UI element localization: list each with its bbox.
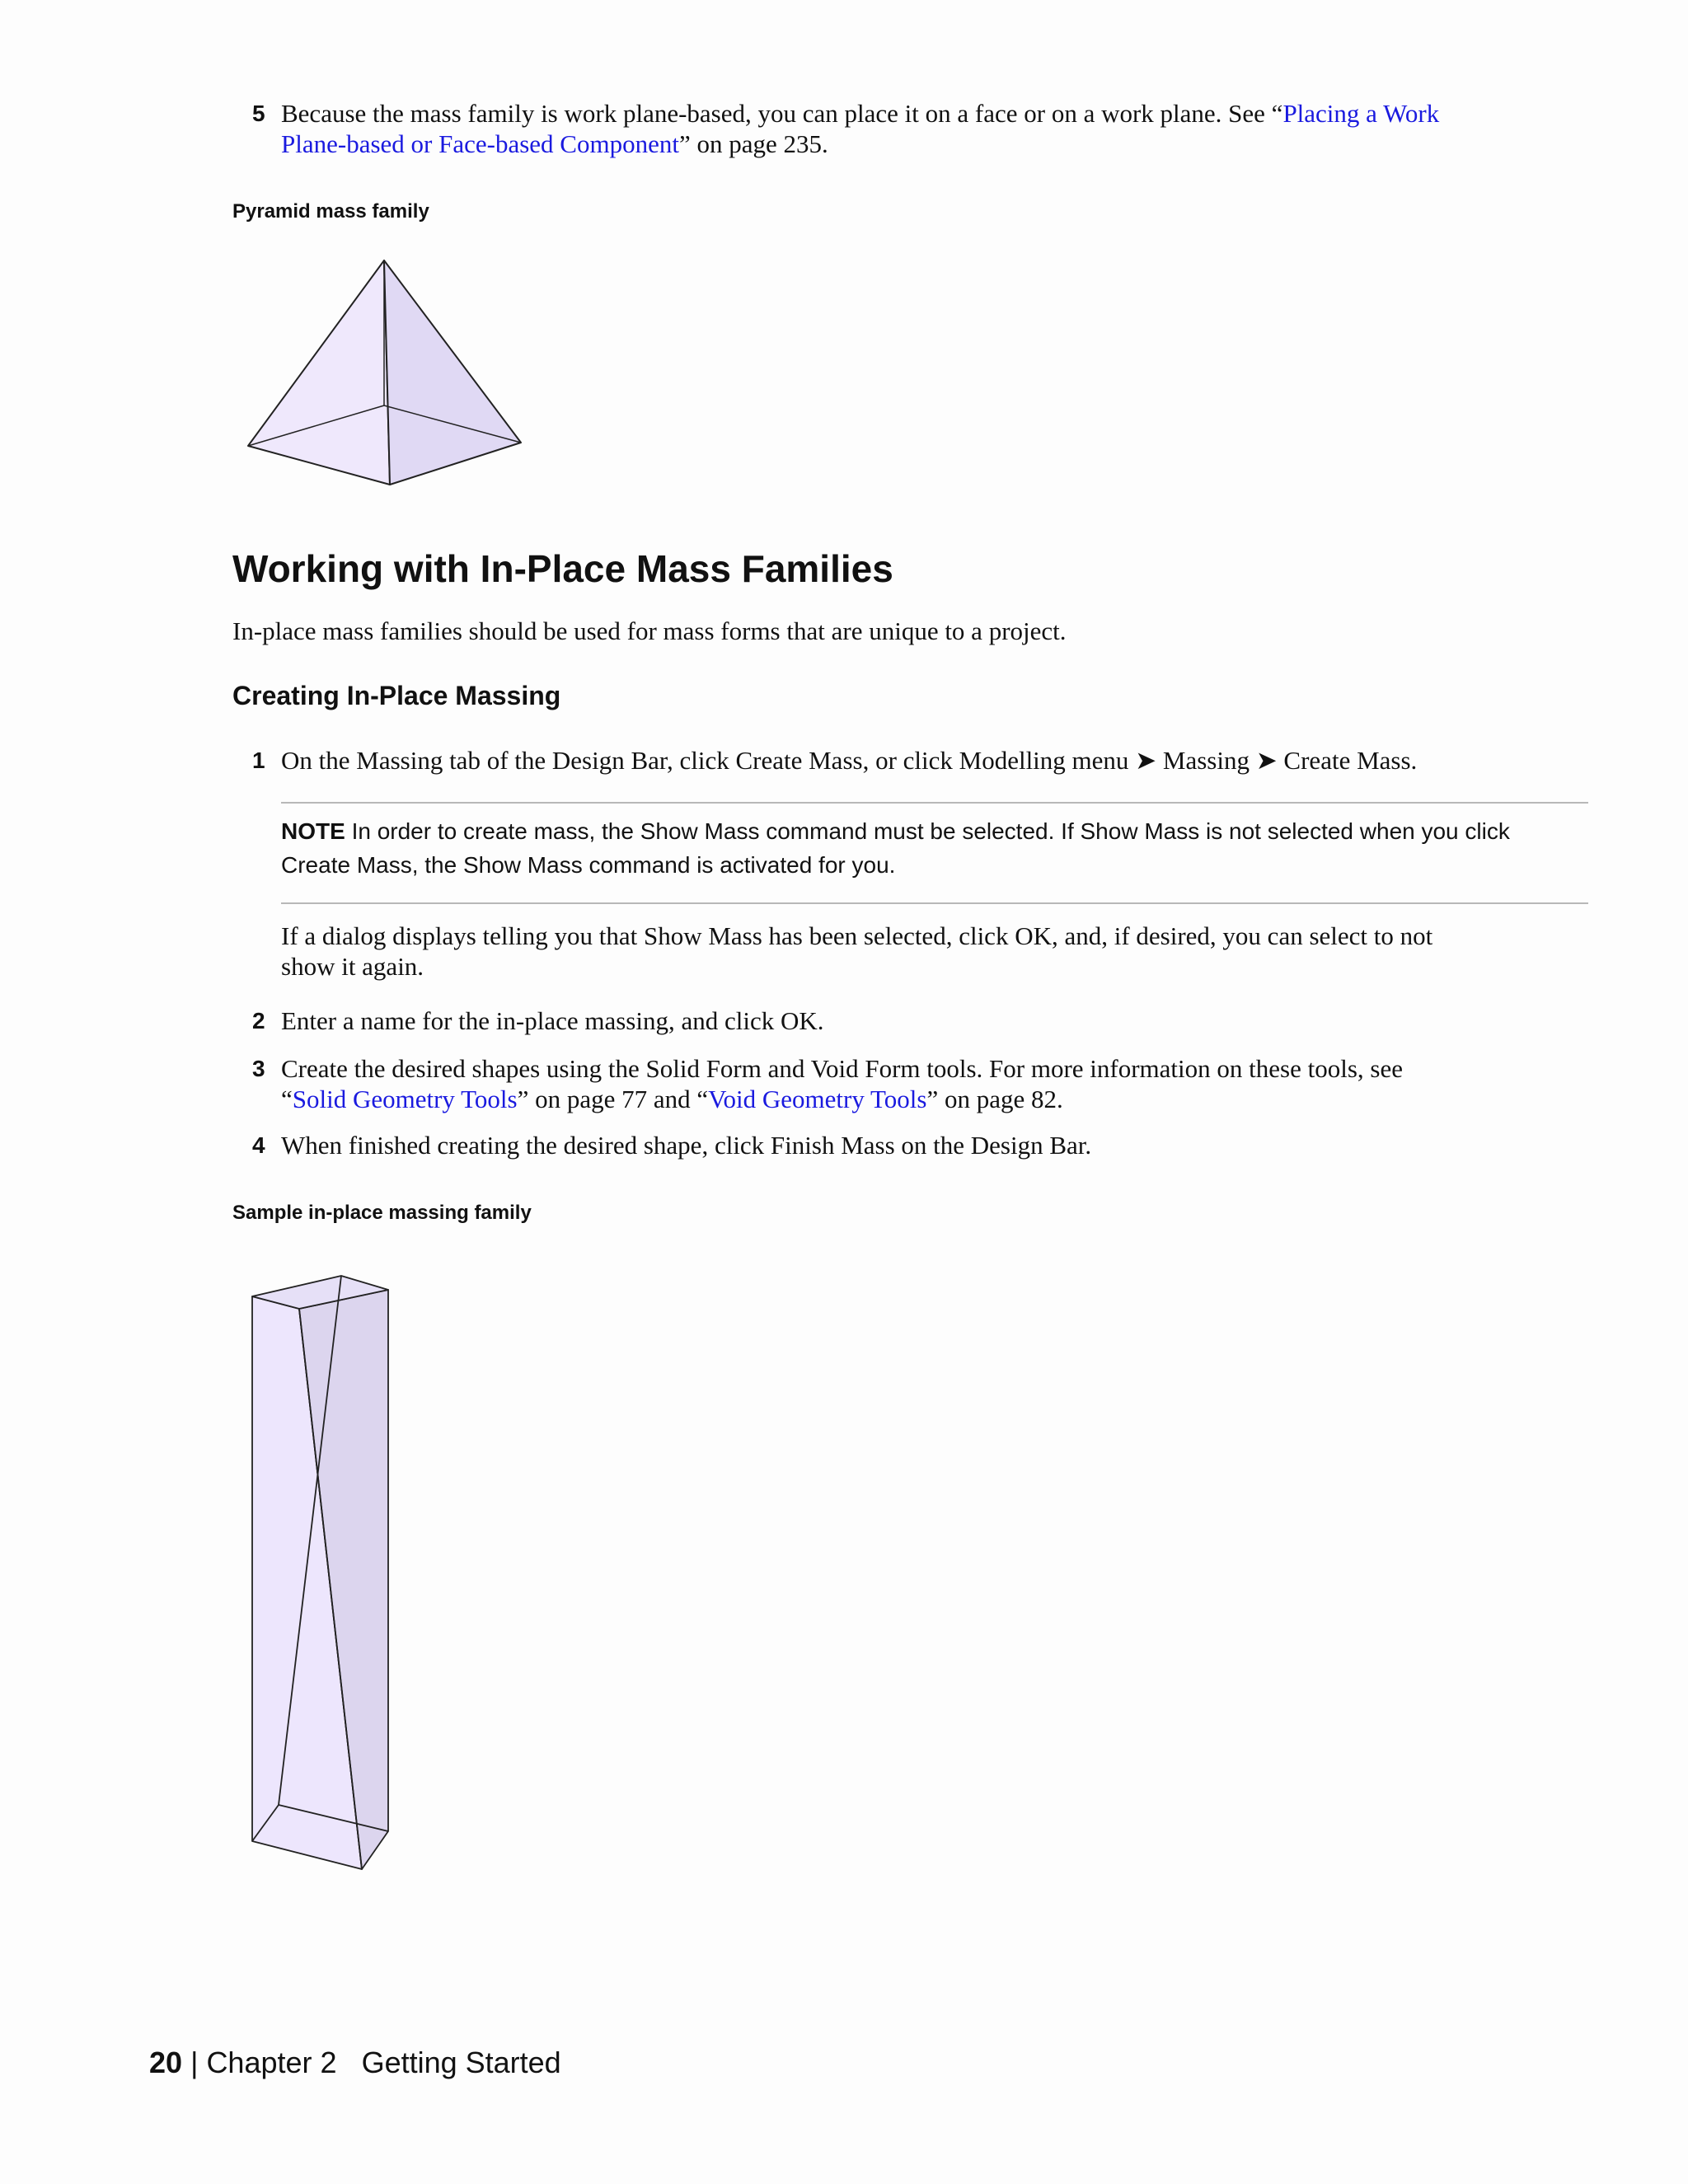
note-top-rule bbox=[281, 802, 1588, 804]
step-1-text: On the Massing tab of the Design Bar, click Create Mass, or click Modelling menu ➤ Massing ➤ Create Mass. bbox=[281, 746, 1418, 775]
dialog-para-line-2: show it again. bbox=[281, 952, 424, 981]
note-text: In order to create mass, the Show Mass command must be selected. If Show Mass is not selected when you click bbox=[351, 818, 1510, 844]
step-text: Because the mass family is work plane-based, you can place it on a face or on a work plane. See “ bbox=[281, 99, 1283, 128]
step-number: 3 bbox=[252, 1056, 265, 1081]
step-4-text: When finished creating the desired shape, click Finish Mass on the Design Bar. bbox=[281, 1131, 1092, 1160]
page-number: 20 bbox=[149, 2046, 183, 2079]
pyramid-left-face bbox=[248, 260, 390, 485]
chapter-label: Chapter 2 bbox=[206, 2046, 337, 2079]
step-2-text: Enter a name for the in-place massing, and click OK. bbox=[281, 1006, 824, 1035]
link-void-geometry-tools[interactable]: Void Geometry Tools bbox=[708, 1085, 927, 1113]
subheading: Creating In-Place Massing bbox=[232, 681, 561, 710]
step-number: 4 bbox=[252, 1132, 265, 1158]
note-label: NOTE bbox=[281, 818, 345, 844]
page-footer bbox=[149, 2046, 561, 2080]
step-3-line-1: Create the desired shapes using the Solid Form and Void Form tools. For more information on these tools, see bbox=[281, 1054, 1403, 1083]
step-text: ” on page 77 and “ bbox=[517, 1085, 709, 1113]
chapter-title: Getting Started bbox=[361, 2046, 561, 2079]
dialog-para-line-1: If a dialog displays telling you that Show Mass has been selected, click OK, and, if desired, you can select to not bbox=[281, 921, 1433, 950]
quote: “ bbox=[281, 1085, 293, 1113]
box-illustration bbox=[252, 1276, 388, 1869]
step-number: 2 bbox=[252, 1008, 265, 1033]
step-number: 1 bbox=[252, 748, 265, 773]
step-number: 5 bbox=[252, 101, 265, 126]
link-placing-work-plane-cont[interactable]: Plane-based or Face-based Component bbox=[281, 129, 679, 158]
step-text: ” on page 82. bbox=[926, 1085, 1063, 1113]
pyramid-illustration bbox=[248, 260, 521, 485]
pyramid-right-face bbox=[384, 260, 521, 485]
figure-caption-in-place: Sample in-place massing family bbox=[232, 1202, 532, 1224]
link-solid-geometry-tools[interactable]: Solid Geometry Tools bbox=[292, 1085, 518, 1113]
note-line-2: Create Mass, the Show Mass command is activated for you. bbox=[281, 852, 896, 878]
note-bottom-rule bbox=[281, 902, 1588, 904]
step-text: ” on page 235. bbox=[678, 129, 828, 158]
section-heading: Working with In-Place Mass Families bbox=[232, 547, 893, 590]
note-line-1 bbox=[281, 818, 1510, 845]
section-intro: In-place mass families should be used for mass forms that are unique to a project. bbox=[232, 616, 1067, 645]
figure-caption-pyramid: Pyramid mass family bbox=[232, 200, 429, 223]
link-placing-work-plane[interactable]: Placing a Work bbox=[1282, 99, 1440, 128]
step-3-line-2 bbox=[281, 1085, 1063, 1114]
footer-separator: | bbox=[190, 2046, 199, 2079]
